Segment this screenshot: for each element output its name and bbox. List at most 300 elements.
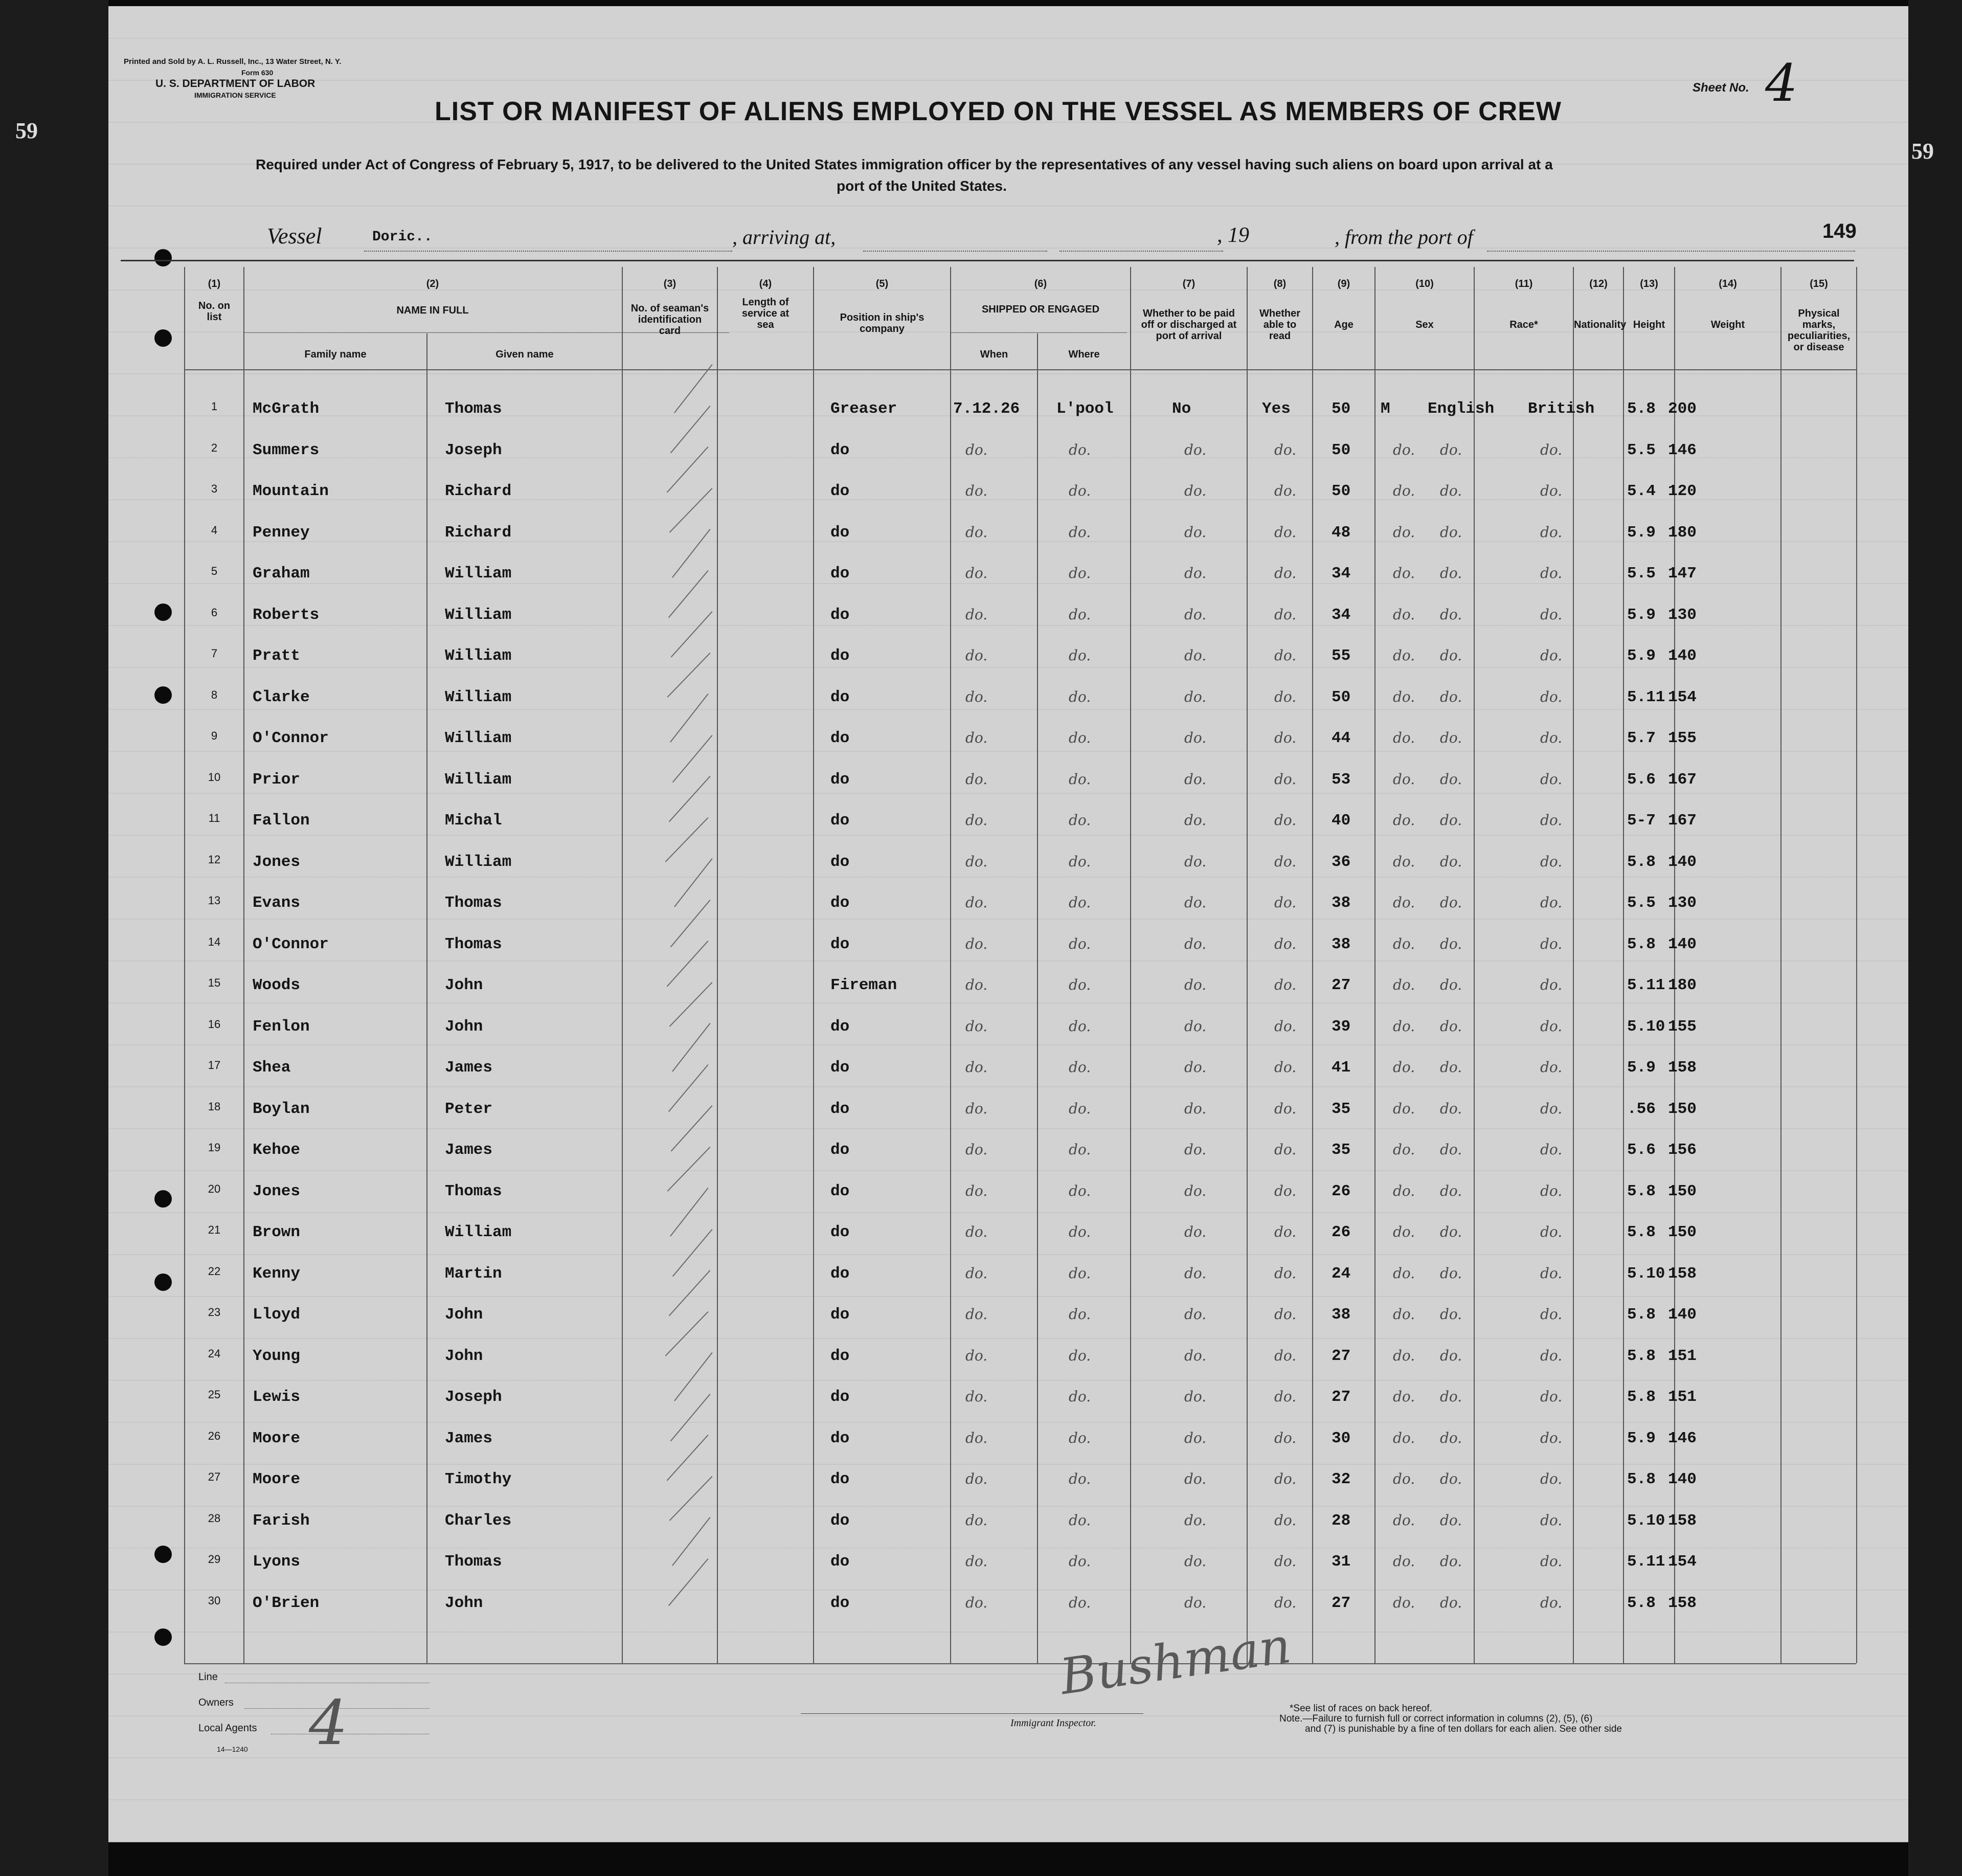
cell-family: Lloyd bbox=[253, 1306, 301, 1324]
cell-nationality: do. bbox=[1540, 1594, 1563, 1611]
cell-age: 35 bbox=[1332, 1141, 1351, 1159]
cell-read: do. bbox=[1274, 1388, 1297, 1405]
cell-where: do. bbox=[1069, 523, 1091, 541]
cell-where: do. bbox=[1069, 1470, 1091, 1487]
cell-sex: do. bbox=[1393, 565, 1415, 582]
cell-sex: do. bbox=[1393, 1429, 1415, 1446]
cell-when: do. bbox=[965, 441, 988, 458]
cell-nationality: do. bbox=[1540, 1388, 1563, 1405]
cell-nationality: do. bbox=[1540, 894, 1563, 911]
cell-position: do bbox=[830, 729, 850, 747]
cell-position: do bbox=[830, 1388, 850, 1406]
cell-height: 5.8 bbox=[1627, 400, 1656, 418]
cell-weight: 146 bbox=[1668, 441, 1697, 459]
cell-family: O'Brien bbox=[253, 1594, 320, 1612]
cell-race: do. bbox=[1440, 606, 1462, 623]
cell-read: do. bbox=[1274, 688, 1297, 705]
cell-when: do. bbox=[965, 647, 988, 664]
cell-sex: do. bbox=[1393, 1182, 1415, 1199]
cell-age: 40 bbox=[1332, 812, 1351, 830]
cell-sex: do. bbox=[1393, 770, 1415, 788]
cell-weight: 140 bbox=[1668, 647, 1697, 665]
cell-given: Thomas bbox=[445, 935, 502, 953]
col5-num: (5) bbox=[875, 278, 889, 289]
cell-nationality: do. bbox=[1540, 729, 1563, 746]
cell-paid: do. bbox=[1184, 894, 1207, 911]
vessel-name: Doric.. bbox=[372, 229, 433, 245]
cell-family: O'Connor bbox=[253, 729, 329, 747]
checkmark-icon bbox=[667, 1147, 711, 1192]
cell-given: Martin bbox=[445, 1264, 502, 1283]
cell-sex: do. bbox=[1393, 1100, 1415, 1117]
cell-position: do bbox=[830, 812, 850, 830]
cell-age: 50 bbox=[1332, 482, 1351, 500]
page-number: 149 bbox=[1822, 220, 1857, 242]
cell-where: do. bbox=[1069, 1388, 1091, 1405]
cell-read: do. bbox=[1274, 1017, 1297, 1035]
col6-header: SHIPPED OR ENGAGED bbox=[981, 304, 1100, 315]
cell-paid: do. bbox=[1184, 1223, 1207, 1240]
cell-position: do bbox=[830, 1470, 850, 1488]
cell-where: do. bbox=[1069, 565, 1091, 582]
cell-given: Joseph bbox=[445, 1388, 502, 1406]
cell-read: do. bbox=[1274, 523, 1297, 541]
cell-weight: 151 bbox=[1668, 1388, 1697, 1406]
cell-age: 50 bbox=[1332, 688, 1351, 706]
col4-header: Length of service at sea bbox=[741, 297, 790, 330]
vessel-label: Vessel bbox=[267, 224, 322, 249]
checkmark-icon bbox=[674, 1352, 712, 1401]
col6a-header: When bbox=[980, 349, 1008, 360]
cell-height: 5.11 bbox=[1627, 1553, 1665, 1571]
cell-where: do. bbox=[1069, 1017, 1091, 1035]
cell-when: do. bbox=[965, 1388, 988, 1405]
cell-weight: 158 bbox=[1668, 1264, 1697, 1283]
cell-position: do bbox=[830, 1100, 850, 1118]
cell-age: 53 bbox=[1332, 770, 1351, 789]
checkmark-icon bbox=[672, 1229, 713, 1277]
cell-given: William bbox=[445, 729, 512, 747]
agents-mark: 4 bbox=[309, 1688, 348, 1759]
cell-race: English bbox=[1428, 400, 1495, 418]
cell-race: do. bbox=[1440, 1059, 1462, 1076]
checkmark-icon bbox=[669, 1476, 713, 1521]
cell-where: do. bbox=[1069, 1223, 1091, 1240]
arriving-label: , arriving at, bbox=[732, 226, 836, 249]
cell-read: do. bbox=[1274, 1141, 1297, 1158]
cell-no: 28 bbox=[208, 1511, 221, 1525]
punch-hole bbox=[154, 249, 172, 266]
cell-race: do. bbox=[1440, 770, 1462, 788]
cell-no: 10 bbox=[208, 770, 221, 784]
cell-read: do. bbox=[1274, 1429, 1297, 1446]
cell-given: Michal bbox=[445, 812, 502, 830]
cell-height: 5.11 bbox=[1627, 688, 1665, 706]
cell-height: 5.6 bbox=[1627, 1141, 1656, 1159]
cell-where: do. bbox=[1069, 1182, 1091, 1199]
cell-race: do. bbox=[1440, 894, 1462, 911]
cell-weight: 140 bbox=[1668, 853, 1697, 871]
sheet-label: Sheet No. bbox=[1693, 81, 1749, 95]
cell-paid: do. bbox=[1184, 1553, 1207, 1570]
punch-hole bbox=[154, 686, 172, 704]
cell-no: 8 bbox=[211, 688, 218, 701]
cell-when: do. bbox=[965, 1141, 988, 1158]
cell-read: do. bbox=[1274, 482, 1297, 499]
cell-race: do. bbox=[1440, 812, 1462, 829]
cell-position: do bbox=[830, 935, 850, 953]
cell-age: 26 bbox=[1332, 1223, 1351, 1241]
owners-label: Owners bbox=[198, 1697, 234, 1708]
cell-when: do. bbox=[965, 935, 988, 952]
cell-read: do. bbox=[1274, 853, 1297, 870]
form-code: 14—1240 bbox=[217, 1745, 248, 1753]
cell-sex: do. bbox=[1393, 606, 1415, 623]
cell-position: do bbox=[830, 1347, 850, 1365]
cell-sex: do. bbox=[1393, 976, 1415, 993]
cell-family: Brown bbox=[253, 1223, 301, 1241]
service: IMMIGRATION SERVICE bbox=[194, 91, 276, 99]
cell-family: Evans bbox=[253, 894, 301, 912]
cell-height: 5.11 bbox=[1627, 976, 1665, 994]
cell-sex: do. bbox=[1393, 1511, 1415, 1529]
cell-sex: do. bbox=[1393, 894, 1415, 911]
cell-position: do bbox=[830, 688, 850, 706]
year-label: , 19 bbox=[1217, 224, 1249, 247]
col10-num: (10) bbox=[1415, 278, 1434, 289]
cell-read: do. bbox=[1274, 1306, 1297, 1323]
cell-age: 39 bbox=[1332, 1017, 1351, 1036]
cell-family: Roberts bbox=[253, 606, 320, 624]
cell-weight: 120 bbox=[1668, 482, 1697, 500]
cell-race: do. bbox=[1440, 1594, 1462, 1611]
cell-when: 7.12.26 bbox=[953, 400, 1020, 418]
cell-read: do. bbox=[1274, 1100, 1297, 1117]
col2-header: NAME IN FULL bbox=[396, 305, 469, 316]
cell-age: 32 bbox=[1332, 1470, 1351, 1488]
cell-height: .56 bbox=[1627, 1100, 1656, 1118]
cell-position: Fireman bbox=[830, 976, 897, 994]
cell-position: do bbox=[830, 770, 850, 789]
cell-no: 9 bbox=[211, 729, 218, 742]
col12-header: Nationality bbox=[1574, 319, 1627, 330]
cell-nationality: do. bbox=[1540, 1470, 1563, 1487]
cell-position: do bbox=[830, 1182, 850, 1200]
cell-where: do. bbox=[1069, 1141, 1091, 1158]
agents-label: Local Agents bbox=[198, 1723, 257, 1734]
cell-age: 27 bbox=[1332, 1594, 1351, 1612]
cell-when: do. bbox=[965, 1059, 988, 1076]
cell-sex: do. bbox=[1393, 1306, 1415, 1323]
cell-when: do. bbox=[965, 976, 988, 993]
col2-num: (2) bbox=[426, 278, 439, 289]
cell-family: Prior bbox=[253, 770, 301, 789]
cell-read: do. bbox=[1274, 1511, 1297, 1529]
cell-sex: do. bbox=[1393, 441, 1415, 458]
cell-position: do bbox=[830, 1017, 850, 1036]
cell-paid: do. bbox=[1184, 688, 1207, 705]
manifest-sheet bbox=[108, 6, 1908, 1842]
cell-where: do. bbox=[1069, 894, 1091, 911]
cell-race: do. bbox=[1440, 976, 1462, 993]
cell-height: 5.10 bbox=[1627, 1511, 1665, 1530]
cell-weight: 150 bbox=[1668, 1100, 1697, 1118]
cell-family: Shea bbox=[253, 1059, 291, 1077]
cell-paid: do. bbox=[1184, 565, 1207, 582]
cell-where: do. bbox=[1069, 1511, 1091, 1529]
cell-paid: do. bbox=[1184, 935, 1207, 952]
cell-read: do. bbox=[1274, 565, 1297, 582]
cell-no: 18 bbox=[208, 1100, 221, 1113]
cell-weight: 151 bbox=[1668, 1347, 1697, 1365]
cell-family: Young bbox=[253, 1347, 301, 1365]
cell-no: 7 bbox=[211, 647, 218, 660]
cell-height: 5.10 bbox=[1627, 1017, 1665, 1036]
checkmark-icon bbox=[670, 1394, 711, 1441]
cell-weight: 155 bbox=[1668, 1017, 1697, 1036]
cell-race: do. bbox=[1440, 647, 1462, 664]
cell-family: Graham bbox=[253, 565, 310, 583]
cell-nationality: do. bbox=[1540, 1017, 1563, 1035]
cell-weight: 156 bbox=[1668, 1141, 1697, 1159]
cell-given: Joseph bbox=[445, 441, 502, 459]
cell-sex: M bbox=[1381, 400, 1390, 418]
scan-left-edge bbox=[0, 0, 108, 1876]
punch-hole bbox=[154, 1190, 172, 1208]
checkmark-icon bbox=[665, 1311, 709, 1356]
right-margin-number: 59 bbox=[1911, 139, 1934, 164]
cell-no: 14 bbox=[208, 935, 221, 948]
cell-position: do bbox=[830, 606, 850, 624]
col11-num: (11) bbox=[1515, 278, 1533, 289]
cell-paid: do. bbox=[1184, 1470, 1207, 1487]
cell-given: William bbox=[445, 1223, 512, 1241]
cell-paid: do. bbox=[1184, 1017, 1207, 1035]
cell-read: do. bbox=[1274, 1264, 1297, 1282]
checkmark-icon bbox=[670, 900, 711, 947]
cell-position: Greaser bbox=[830, 400, 897, 418]
cell-where: do. bbox=[1069, 1553, 1091, 1570]
cell-read: do. bbox=[1274, 606, 1297, 623]
cell-read: do. bbox=[1274, 1347, 1297, 1364]
cell-family: Fenlon bbox=[253, 1017, 310, 1036]
cell-height: 5.9 bbox=[1627, 647, 1656, 665]
cell-race: do. bbox=[1440, 565, 1462, 582]
cell-paid: do. bbox=[1184, 441, 1207, 458]
cell-no: 17 bbox=[208, 1059, 221, 1071]
cell-sex: do. bbox=[1393, 1594, 1415, 1611]
cell-no: 29 bbox=[208, 1553, 221, 1566]
checkmark-icon bbox=[672, 735, 713, 783]
cell-nationality: do. bbox=[1540, 606, 1563, 623]
cell-where: do. bbox=[1069, 935, 1091, 952]
cell-age: 36 bbox=[1332, 853, 1351, 871]
cell-weight: 140 bbox=[1668, 1306, 1697, 1324]
cell-race: do. bbox=[1440, 441, 1462, 458]
checkmark-icon bbox=[669, 1270, 711, 1316]
cell-height: 5.9 bbox=[1627, 606, 1656, 624]
cell-height: 5.9 bbox=[1627, 1429, 1656, 1447]
col15-num: (15) bbox=[1810, 278, 1828, 289]
subtitle-line2: port of the United States. bbox=[837, 178, 1007, 194]
cell-nationality: do. bbox=[1540, 1141, 1563, 1158]
cell-no: 12 bbox=[208, 853, 221, 866]
checkmark-icon bbox=[672, 529, 710, 578]
checkmark-icon bbox=[668, 1558, 709, 1606]
col14-header: Weight bbox=[1710, 319, 1745, 330]
cell-race: do. bbox=[1440, 482, 1462, 499]
page-title: LIST OR MANIFEST OF ALIENS EMPLOYED ON THE VESSEL AS MEMBERS OF CREW bbox=[435, 97, 1562, 126]
cell-race: do. bbox=[1440, 688, 1462, 705]
cell-when: do. bbox=[965, 523, 988, 541]
col8-num: (8) bbox=[1273, 278, 1287, 289]
checkmark-icon bbox=[668, 1064, 709, 1112]
cell-no: 27 bbox=[208, 1470, 221, 1483]
cell-sex: do. bbox=[1393, 647, 1415, 664]
cell-family: Woods bbox=[253, 976, 301, 994]
cell-paid: do. bbox=[1184, 1182, 1207, 1199]
cell-nationality: do. bbox=[1540, 688, 1563, 705]
cell-paid: do. bbox=[1184, 1347, 1207, 1364]
printer-line: Printed and Sold by A. L. Russell, Inc., 13 Water Street, N. Y. bbox=[124, 57, 342, 66]
cell-paid: do. bbox=[1184, 1511, 1207, 1529]
col2b-header: Given name bbox=[495, 349, 554, 360]
cell-where: do. bbox=[1069, 812, 1091, 829]
cell-given: James bbox=[445, 1141, 493, 1159]
cell-when: do. bbox=[965, 1223, 988, 1240]
col2a-header: Family name bbox=[304, 349, 367, 360]
checkmark-icon bbox=[669, 488, 713, 533]
cell-height: 5.5 bbox=[1627, 441, 1656, 459]
cell-where: do. bbox=[1069, 729, 1091, 746]
col4-num: (4) bbox=[759, 278, 772, 289]
cell-given: Timothy bbox=[445, 1470, 512, 1488]
cell-nationality: do. bbox=[1540, 976, 1563, 993]
punch-hole bbox=[154, 1274, 172, 1291]
cell-family: Kenny bbox=[253, 1264, 301, 1283]
cell-sex: do. bbox=[1393, 688, 1415, 705]
cell-age: 27 bbox=[1332, 1347, 1351, 1365]
cell-where: do. bbox=[1069, 853, 1091, 870]
cell-when: do. bbox=[965, 1264, 988, 1282]
cell-when: do. bbox=[965, 688, 988, 705]
col15-header: Physical marks, peculiarities, or disease bbox=[1787, 308, 1851, 353]
cell-age: 48 bbox=[1332, 523, 1351, 542]
cell-nationality: do. bbox=[1540, 1347, 1563, 1364]
cell-position: do bbox=[830, 482, 850, 500]
cell-given: William bbox=[445, 688, 512, 706]
cell-weight: 154 bbox=[1668, 1553, 1697, 1571]
cell-age: 50 bbox=[1332, 441, 1351, 459]
cell-weight: 146 bbox=[1668, 1429, 1697, 1447]
cell-paid: do. bbox=[1184, 1306, 1207, 1323]
cell-read: do. bbox=[1274, 1470, 1297, 1487]
cell-sex: do. bbox=[1393, 729, 1415, 746]
cell-age: 50 bbox=[1332, 400, 1351, 418]
cell-sex: do. bbox=[1393, 1347, 1415, 1364]
cell-position: do bbox=[830, 523, 850, 542]
cell-when: do. bbox=[965, 1429, 988, 1446]
cell-position: do bbox=[830, 1553, 850, 1571]
cell-age: 27 bbox=[1332, 976, 1351, 994]
cell-when: do. bbox=[965, 1017, 988, 1035]
checkmark-icon bbox=[674, 858, 712, 907]
cell-read: do. bbox=[1274, 935, 1297, 952]
cell-no: 1 bbox=[211, 400, 218, 413]
cell-race: do. bbox=[1440, 523, 1462, 541]
cell-age: 34 bbox=[1332, 606, 1351, 624]
cell-no: 3 bbox=[211, 482, 218, 495]
cell-weight: 140 bbox=[1668, 1470, 1697, 1488]
cell-race: do. bbox=[1440, 1470, 1462, 1487]
cell-nationality: do. bbox=[1540, 523, 1563, 541]
cell-sex: do. bbox=[1393, 1059, 1415, 1076]
col12-num: (12) bbox=[1589, 278, 1608, 289]
cell-family: O'Connor bbox=[253, 935, 329, 953]
cell-when: do. bbox=[965, 729, 988, 746]
cell-paid: do. bbox=[1184, 853, 1207, 870]
cell-position: do bbox=[830, 441, 850, 459]
cell-paid: do. bbox=[1184, 729, 1207, 746]
cell-read: do. bbox=[1274, 1594, 1297, 1611]
cell-age: 28 bbox=[1332, 1511, 1351, 1530]
cell-nationality: do. bbox=[1540, 812, 1563, 829]
cell-race: do. bbox=[1440, 935, 1462, 952]
col1-num: (1) bbox=[208, 278, 221, 289]
cell-race: do. bbox=[1440, 1100, 1462, 1117]
cell-nationality: British bbox=[1528, 400, 1595, 418]
cell-weight: 158 bbox=[1668, 1059, 1697, 1077]
punch-hole bbox=[154, 1546, 172, 1563]
checkmark-icon bbox=[674, 364, 712, 413]
cell-height: 5.8 bbox=[1627, 1306, 1656, 1324]
cell-height: 5.8 bbox=[1627, 1388, 1656, 1406]
checkmark-icon bbox=[665, 817, 709, 862]
cell-family: Jones bbox=[253, 1182, 301, 1200]
cell-read: do. bbox=[1274, 441, 1297, 458]
cell-weight: 140 bbox=[1668, 935, 1697, 953]
col13-header: Height bbox=[1633, 319, 1665, 330]
checkmark-icon bbox=[670, 694, 708, 743]
cell-position: do bbox=[830, 1141, 850, 1159]
col13-num: (13) bbox=[1640, 278, 1658, 289]
cell-height: 5.8 bbox=[1627, 935, 1656, 953]
cell-family: Kehoe bbox=[253, 1141, 301, 1159]
sheet-number: 4 bbox=[1765, 53, 1798, 113]
cell-given: John bbox=[445, 1347, 483, 1365]
cell-nationality: do. bbox=[1540, 1100, 1563, 1117]
col1-header: No. on list bbox=[198, 300, 231, 323]
cell-where: do. bbox=[1069, 1264, 1091, 1282]
cell-family: Boylan bbox=[253, 1100, 310, 1118]
cell-when: do. bbox=[965, 1553, 988, 1570]
cell-given: John bbox=[445, 976, 483, 994]
cell-sex: do. bbox=[1393, 1141, 1415, 1158]
cell-age: 38 bbox=[1332, 935, 1351, 953]
form-number: Form 630 bbox=[241, 69, 274, 77]
cell-nationality: do. bbox=[1540, 1553, 1563, 1570]
cell-nationality: do. bbox=[1540, 1429, 1563, 1446]
cell-height: 5.4 bbox=[1627, 482, 1656, 500]
cell-nationality: do. bbox=[1540, 1059, 1563, 1076]
cell-position: do bbox=[830, 1059, 850, 1077]
cell-race: do. bbox=[1440, 1017, 1462, 1035]
cell-given: John bbox=[445, 1594, 483, 1612]
cell-height: 5.9 bbox=[1627, 523, 1656, 542]
cell-nationality: do. bbox=[1540, 1511, 1563, 1529]
cell-no: 30 bbox=[208, 1594, 221, 1607]
cell-no: 4 bbox=[211, 523, 218, 537]
